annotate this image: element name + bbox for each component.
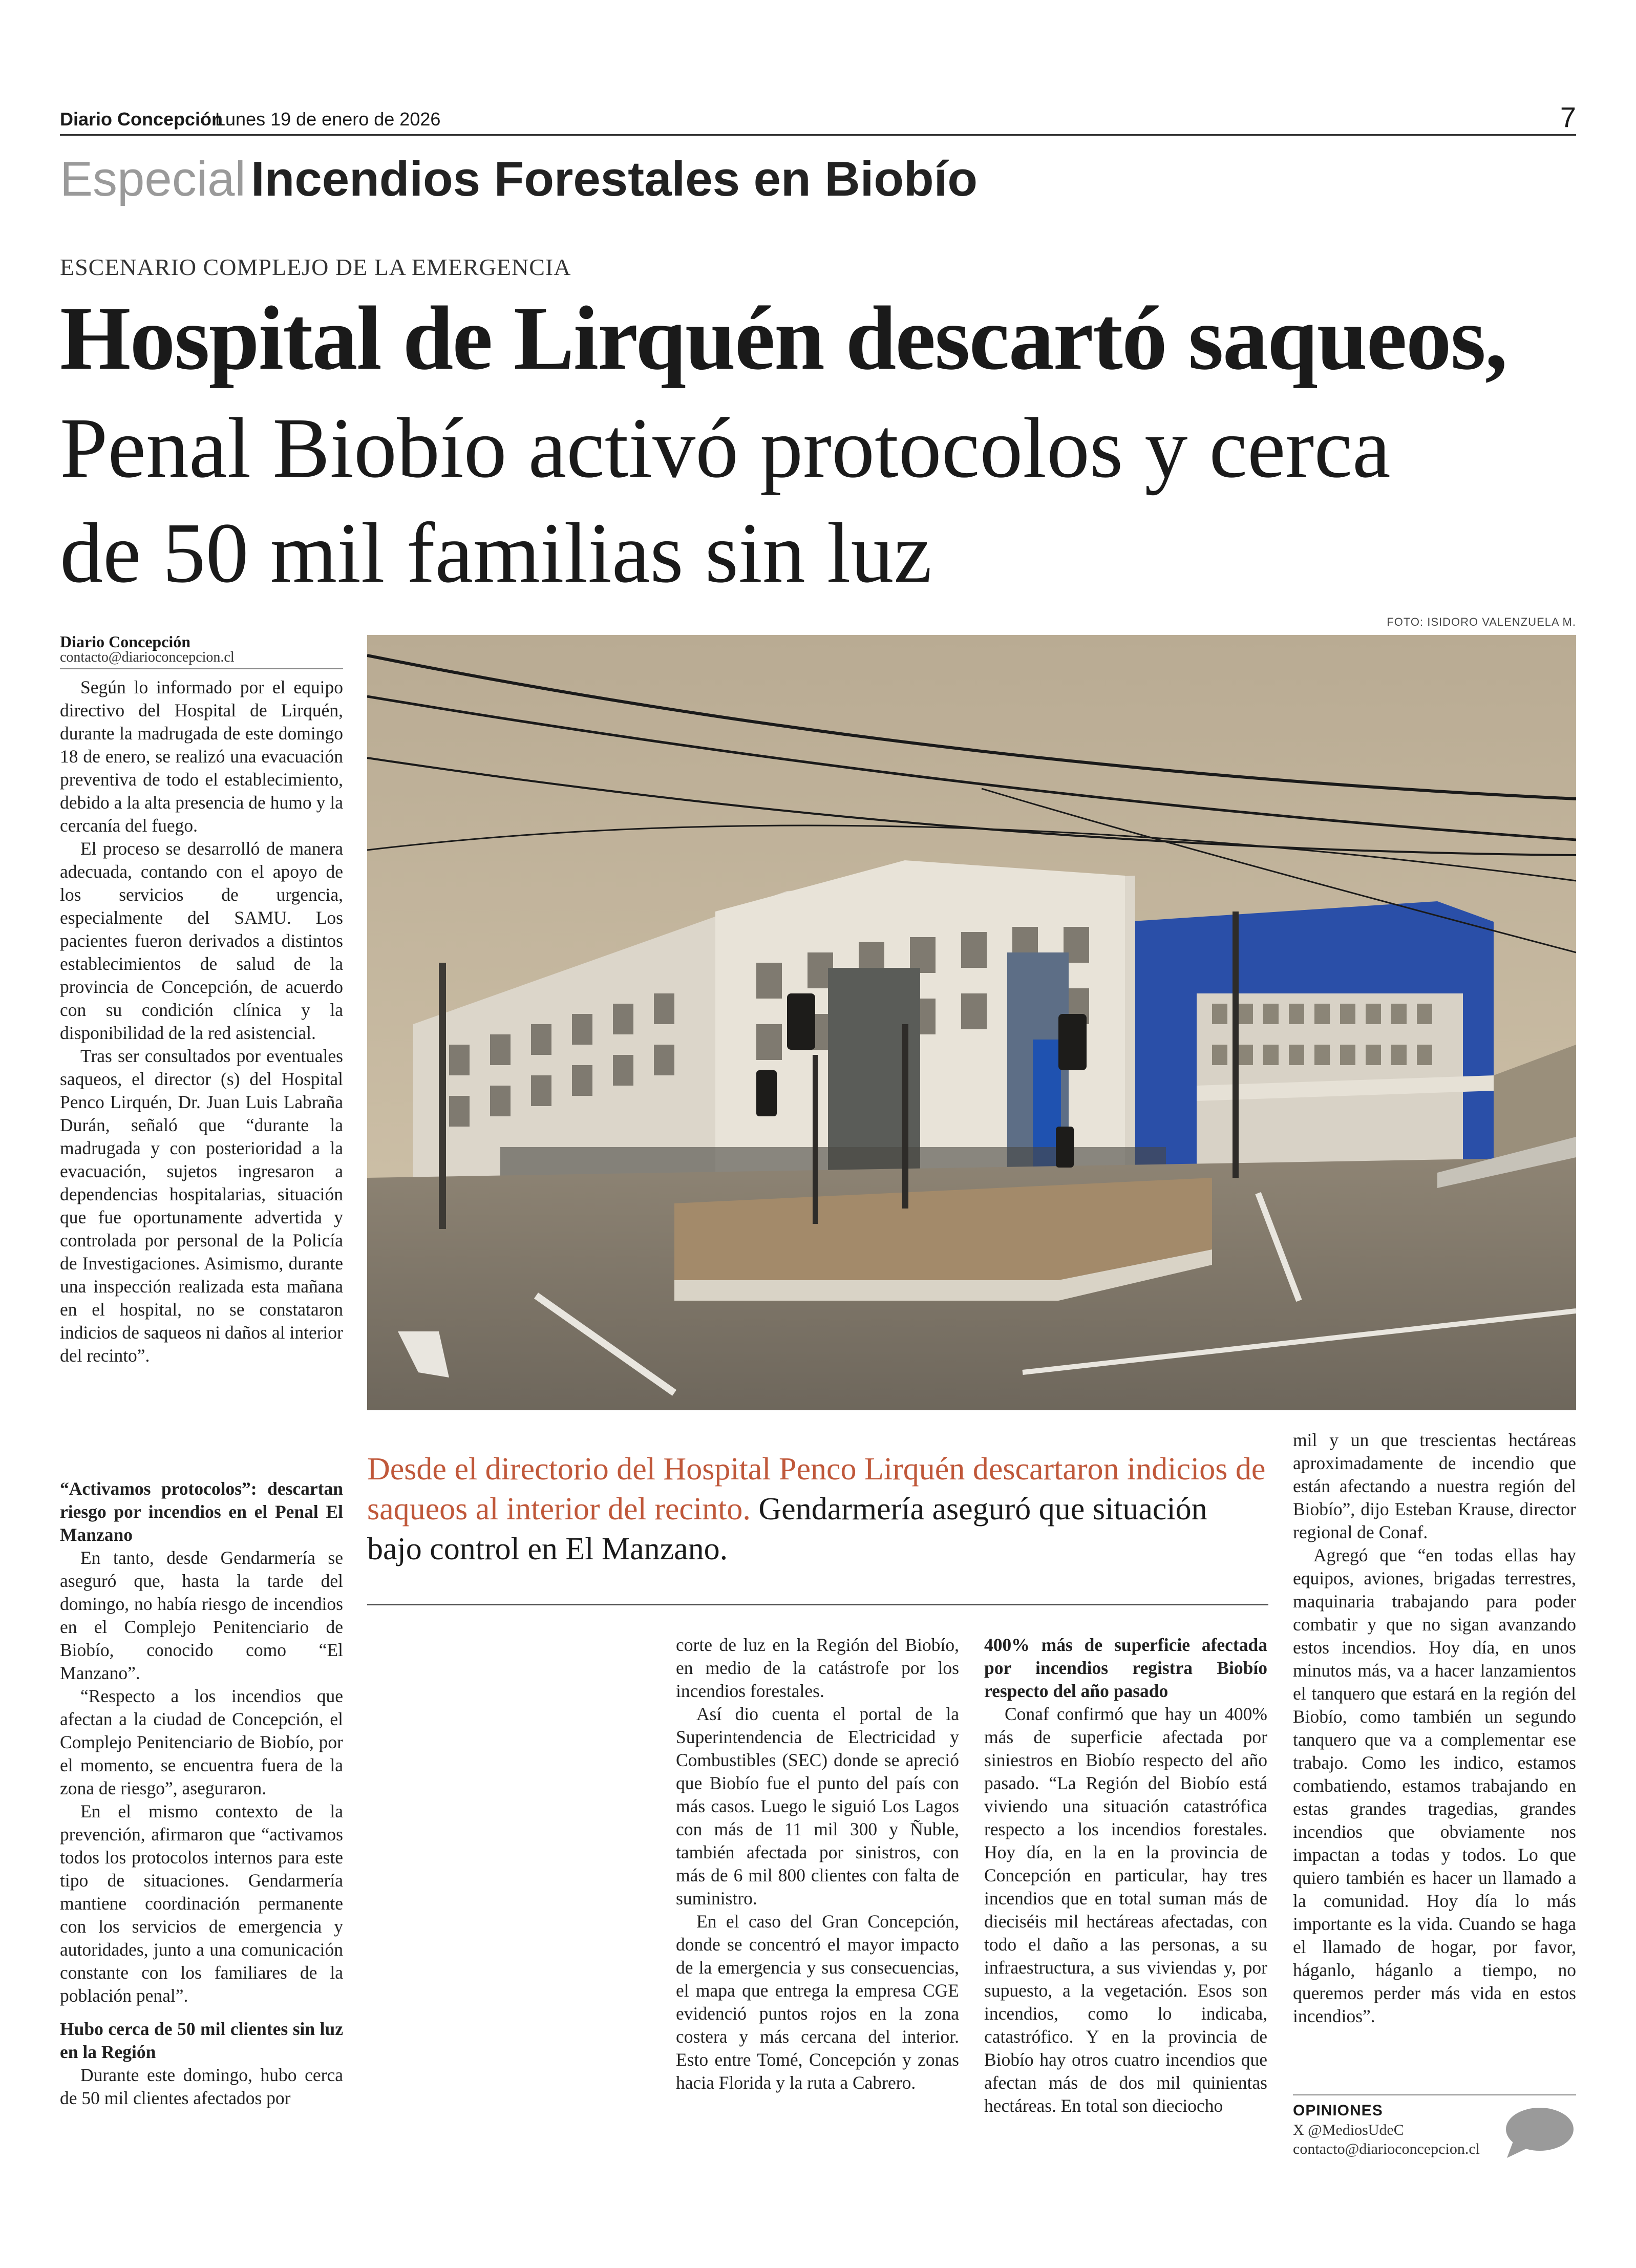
paragraph: Así dio cuenta el portal de la Superintendencia de Electricidad y Combustibles (SEC) donde se apreció que Biobío fue el punto del país con más casos. Luego le siguió Los Lagos con más de 11 mil 300 y Ñuble, también afectada por sinistros, con más de 6 mil 800 clientes con falta de suministro. [676,1704,959,1909]
masthead-date: Lunes 19 de enero de 2026 [215,109,441,130]
column-1-continued [60,1477,343,2110]
paragraph: Durante este domingo, hubo cerca de 50 mil clientes afectados por [60,2065,343,2108]
pull-quote-accent: Desde el directorio del Hospital Penco Lirquén descartaron indicios de saqueos al interior del recinto. [367,1452,1266,1527]
section-label: Especial [60,152,246,206]
photo-credit: FOTO: ISIDORO VALENZUELA M. [1387,616,1576,628]
byline-name: Diario Concepción [60,632,191,651]
paragraph: El proceso se desarrolló de manera adecuada, contando con el apoyo de los servicios de urgencia, especialmente del SAMU. Los pacientes fueron derivados a distintos establecimientos de salud de la provincia de Concepción, de acuerdo con su condición clínica y la disponibilidad de la red asistencial. [60,838,343,1043]
subheading-blackout: Hubo cerca de 50 mil clientes sin luz en la Región [60,2019,343,2062]
opinions-x-handle[interactable]: X @MediosUdeC [1293,2122,1404,2138]
column-2 [676,1634,959,2094]
paragraph: Según lo informado por el equipo directivo del Hospital de Lirquén, durante la madrugada de este domingo 18 de enero, se realizó una evacuación preventiva de todo el establecimiento, debido a la alta presencia de humo y la cercanía del fuego. [60,677,343,836]
byline-email: contacto@diarioconcepcion.cl [60,649,235,665]
column-4 [1293,1429,1576,2028]
column-3 [984,1634,1267,2117]
headline-sub-line-2: de 50 mil familias sin luz [60,505,932,601]
section-title: Incendios Forestales en Biobío [251,152,978,206]
paragraph: Tras ser consultados por eventuales saqueos, el director (s) del Hospital Penco Lirquén, Dr. Juan Luis Labraña Durán, señaló que “durante la madrugada y con posterioridad a la evacuación, sujetos ingresaron a dependencias hospitalarias, situación que fue oportunamente advertida y controlada por personal de la Policía de Investigaciones. Asimismo, durante una inspección realizada esta mañana en el hospital, no se constataron indicios de saqueos ni daños al interior del recinto”. [60,1046,343,1366]
paragraph: En el mismo contexto de la prevención, afirmaron que “activamos todos los protocolos internos para este tipo de situaciones. Gendarmería mantiene coordinación permanente con los servicios de emergencia y autoridades, junto a una comunicación constante con los familiares de la población penal”. [60,1801,343,2006]
header-divider [60,134,1576,136]
headline-sub-line-1: Penal Biobío activó protocolos y cerca [60,400,1391,496]
paragraph: “Respecto a los incendios que afectan a la ciudad de Concepción, el Complejo Penitenciario de Biobío, por el momento, se encuentra fuera de la zona de riesgo”, aseguraron. [60,1686,343,1798]
paragraph: En tanto, desde Gendarmería se aseguró que, hasta la tarde del domingo, no había riesgo de incendios en el Complejo Penitenciario de Biobío, conocido como “El Manzano”. [60,1548,343,1683]
headline-main: Hospital de Lirquén descartó saqueos, [60,287,1507,389]
masthead-paper-name: Diario Concepción [60,109,223,130]
pull-quote [367,1449,1268,1569]
paragraph: En el caso del Gran Concepción, donde se concentró el mayor impacto de la emergencia y sus consecuencias, el mapa que entrega la empresa CGE evidenció puntos rojos en la zona costera y más cercana del interior. Esto entre Tomé, Concepción y zonas hacia Florida y la ruta a Cabrero. [676,1911,959,2093]
page-number: 7 [1560,101,1576,133]
paragraph: Agregó que “en todas ellas hay equipos, aviones, brigadas terrestres, maquinaria trabajando para poder combatir y que no sigan avanzando estos incendios. Hoy día, en unos minutos más, va a hacer lanzamientos el tanquero que estará en la región del Biobío, como también un segundo tanquero que va a complementar ese trabajo. Como les indico, estamos combatiendo, estamos trabajando en estas grandes tragedias, grandes incendios que obviamente nos impactan a todas y todos. Lo que quiero también es hacer un llamado a la comunidad. Hoy día lo más importante es la vida. Cuando se haga el llamado de hogar, por favor, háganlo, háganlo a tiempo, no queremos perder más vida en estos incendios”. [1293,1545,1576,2026]
article-kicker: ESCENARIO COMPLEJO DE LA EMERGENCIA [60,254,571,280]
pull-quote-rest: Gendarmería aseguró que situación bajo control en El Manzano. [367,1492,1207,1566]
pull-quote-divider [367,1604,1268,1605]
hospital-photo [367,635,1576,1410]
opinions-email[interactable]: contacto@diarioconcepcion.cl [1293,2140,1480,2157]
paragraph: corte de luz en la Región del Biobío, en medio de la catástrofe por los incendios forestales. [676,1635,959,1701]
byline-divider [60,668,343,669]
speech-bubble-icon [1503,2105,1575,2161]
subheading-gendarmeria: “Activamos protocolos”: descartan riesgo por incendios en el Penal El Manzano [60,1478,343,1545]
paragraph: Conaf confirmó que hay un 400% más de superficie afectada por siniestros en Biobío respecto del año pasado. “La Región del Biobío está viviendo una situación catastrófica respecto a los incendios forestales. Hoy día, en la en la provincia de Concepción en particular, hay tres incendios que en total suman más de dieciséis mil hectáreas afectadas, con todo el daño a las personas, a su infraestructura, a sus viviendas y, por supuesto, a la vegetación. Esos son incendios, como lo indicaba, catastrófico. Y en la provincia de Biobío hay otros cuatro incendios que afectan más de dos mil quinientas hectáreas. En total son dieciocho [984,1704,1267,2116]
column-1 [60,676,343,1367]
opinions-title: OPINIONES [1293,2102,1383,2119]
subheading-conaf: 400% más de superficie afectada por incendios registra Biobío respecto del año pasado [984,1635,1267,1701]
opinions-divider [1293,2094,1576,2095]
paragraph: mil y un que trescientas hectáreas aproximadamente de incendio que están afectando a nuestra región del Biobío”, dijo Esteban Krause, director regional de Conaf. [1293,1430,1576,1542]
